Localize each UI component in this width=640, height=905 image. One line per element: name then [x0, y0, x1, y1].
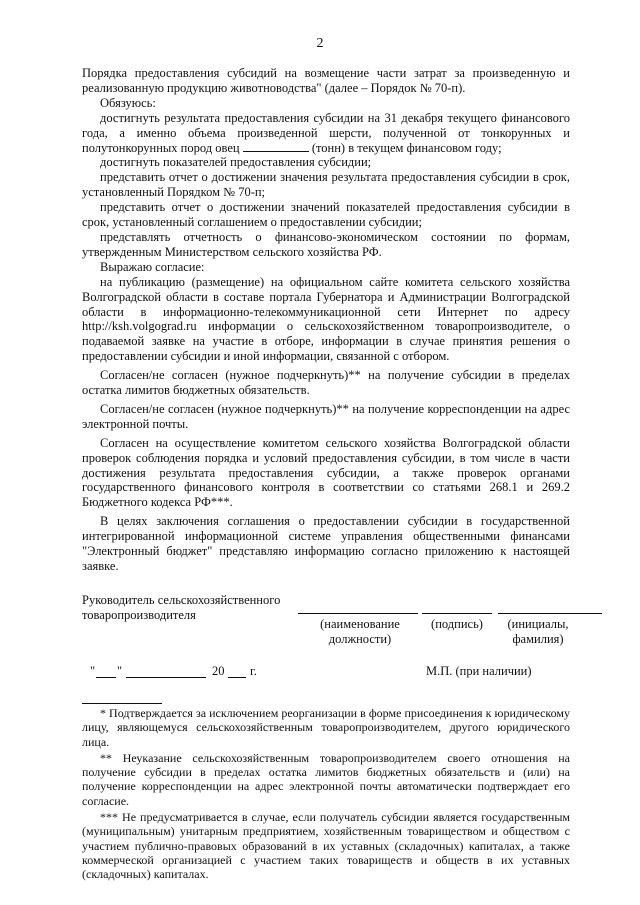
- paragraph-consent-heading: Выражаю согласие:: [100, 259, 205, 274]
- footnote-1: * Подтверждается за исключением реорганизации в форме присоединения к юридическому лицу, являющемуся сельскохозяйственным товаропроизводителем, другого юридического лица.: [82, 706, 570, 749]
- signature-line: [422, 613, 492, 614]
- paragraph-indicators-report: представить отчет о достижении значений показателей предоставления субсидии в срок, установленный соглашением о предоставлении субсидии;: [82, 200, 570, 230]
- paragraph-obligations-heading: Обязуюсь:: [100, 95, 156, 110]
- year-suffix: г.: [250, 664, 257, 678]
- result-text-after: (тонн) в текущем финансовом году;: [311, 140, 502, 155]
- paragraph-electronic-budget: В целях заключения соглашения о предоставлении субсидии в государственной интегрированной информационной системе управления общественными финансами "Электронный бюджет" представляю информацию согласно приложению к настоящей заявке.: [82, 514, 570, 573]
- result-text-before: достигнуть результата предоставления субсидии на 31 декабря текущего финансового года, а именно объема произведенной шерсти, полученной от тонкорунных и полутонкорунных пород овец: [82, 110, 570, 155]
- signature-caption: (подпись): [431, 617, 483, 631]
- position-line: [298, 613, 418, 614]
- initials-caption: (инициалы, фамилия): [507, 617, 569, 646]
- paragraph-indicators: достигнуть показателей предоставления субсидии;: [100, 155, 372, 170]
- day-blank: [96, 665, 116, 678]
- paragraph-result-obligation: [82, 111, 570, 156]
- footnote-3: *** Не предусматривается в случае, если получатель субсидии является государственным (муниципальным) унитарным предприятием, хозяйственным товариществом и обществом с участием публично-правовых образований в их уставных (складочных) капиталах, а также коммерческой организацией с участием таких товариществ и обществ в их уставных (складочных) капиталах.: [82, 810, 570, 882]
- year-blank: [228, 665, 246, 678]
- paragraph-financial-reporting: представлять отчетность о финансово-экономическом состоянии по формам, утвержденным Министерством сельского хозяйства РФ.: [82, 229, 570, 259]
- stamp-note: М.П. (при наличии): [426, 664, 532, 678]
- initials-line: [498, 613, 602, 614]
- month-blank: [126, 665, 206, 678]
- date-quote-open: ": [90, 664, 96, 678]
- paragraph-limits-consent: Согласен/не согласен (нужное подчеркнуть)** на получение субсидии в пределах остатка лимитов бюджетных обязательств.: [82, 368, 570, 398]
- position-caption: (наименование должности): [320, 617, 400, 646]
- footnotes: [82, 706, 570, 884]
- footnote-2: ** Неуказание сельскохозяйственным товаропроизводителем своего отношения на получение субсидии в пределах остатка лимитов бюджетных обязательств и (или) на получение корреспонденции на адрес электронной почты автоматически подтверждает его согласие.: [82, 750, 570, 808]
- paragraph-publication-consent: на публикацию (размещение) на официальном сайте комитета сельского хозяйства Волгоградской области в составе портала Губернатора и Администрации Волгоградской области в информационно-телекоммуникационной сети Интернет по адресу http://ksh.volgograd.ru информации о сельскохозяйственном товаропроизводителе, о подаваемой заявке на участие в отборе, информации в случае принятия решения о предоставлении субсидии и иной информации, связанной с отбором.: [82, 274, 570, 364]
- signature-block: [82, 593, 570, 646]
- year-prefix: 20: [212, 664, 225, 678]
- signatory-label: Руководитель сельскохозяйственного товаропроизводителя: [82, 593, 281, 622]
- wool-volume-blank: [243, 142, 309, 152]
- footnote-divider: [82, 703, 162, 704]
- page-number: 2: [316, 36, 324, 51]
- paragraph-result-report: представить отчет о достижении значения результата предоставления субсидии в срок, установленный Порядком № 70-п;: [82, 170, 570, 200]
- paragraph-email-consent: Согласен/не согласен (нужное подчеркнуть)** на получение корреспонденции на адрес электронной почты.: [82, 401, 570, 431]
- date-quote-close: ": [117, 664, 123, 678]
- document-body: [82, 66, 570, 574]
- paragraph-intro: Порядка предоставления субсидий на возмещение части затрат за произведенную и реализованную продукцию животноводства" (далее – Порядок № 70-п).: [82, 66, 570, 95]
- paragraph-audit-consent: Согласен на осуществление комитетом сельского хозяйства Волгоградской области проверок соблюдения порядка и условий предоставления субсидии, в том числе в части достижения результата предоставления субсидии, а также проверок органами государственного финансового контроля в соответствии со статьями 268.1 и 269.2 Бюджетного кодекса РФ***.: [82, 435, 570, 510]
